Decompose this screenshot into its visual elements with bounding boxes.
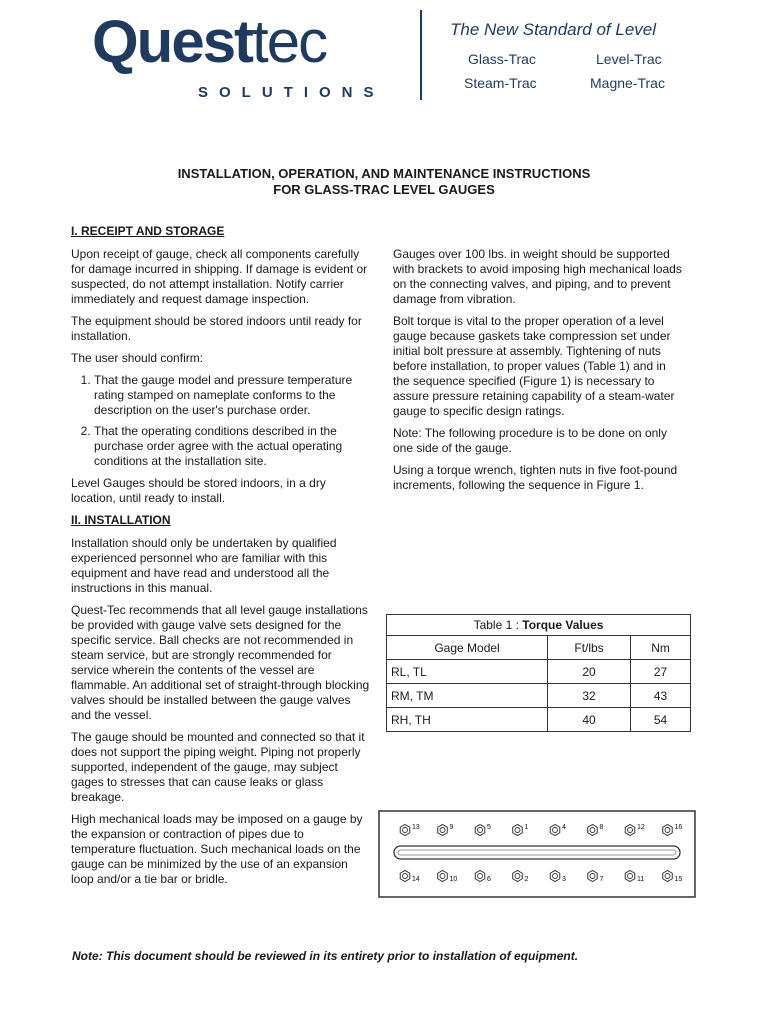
table-cell: 43 <box>631 684 691 708</box>
bolt-sequence-figure <box>378 810 696 898</box>
logo-subtitle: SOLUTIONS <box>198 84 385 101</box>
paragraph: Using a torque wrench, tighten nuts in five foot-pound increments, following the sequence in Figure 1. <box>393 463 678 492</box>
table-row <box>387 708 691 732</box>
title-line-2: FOR GLASS-TRAC LEVEL GAUGES <box>273 182 495 197</box>
paragraph: Bolt torque is vital to the proper operation of a level gauge because gaskets take compression set under initial bolt pressure at assembly. Tightening of nuts before installation, to proper values (Table 1) and in the sequence specified (Figure 1) is necessary to assure pressure retaining capability of a steam-water gauge to specific design ratings. <box>393 314 675 418</box>
bolt-sequence-number: 15 <box>674 876 683 883</box>
footer-note: Note: This document should be reviewed in its entirety prior to installation of equipment. <box>72 949 579 963</box>
table-row <box>387 684 691 708</box>
bolt-sequence-number: 11 <box>637 876 645 883</box>
bolt-sequence-number: 14 <box>412 876 420 883</box>
bolt-sequence-number: 12 <box>637 824 645 831</box>
table-cell: 27 <box>631 660 691 684</box>
table-cell: 32 <box>548 684 631 708</box>
column-header: Ft/lbs <box>548 636 631 660</box>
paragraph: High mechanical loads may be imposed on a gauge by the expansion or contraction of pipes due to temperature fluctuation. Such mechanical loads on the gauge can be minimized by the use of an expansion loop and/or a tie bar or bridle. <box>71 812 363 886</box>
product-steam-trac: Steam-Trac <box>464 75 537 91</box>
column-header: Gage Model <box>387 636 548 660</box>
table-row <box>387 660 691 684</box>
paragraph: Gauges over 100 lbs. in weight should be supported with brackets to avoid imposing high mechanical loads on the connecting valves, and piping, and to prevent damage from vibration. <box>393 247 682 306</box>
title-line-1: INSTALLATION, OPERATION, AND MAINTENANCE INSTRUCTIONS <box>177 166 591 181</box>
torque-table <box>386 614 691 732</box>
table-cell: RL, TL <box>387 660 548 684</box>
table-header-row <box>387 636 691 660</box>
bolt-sequence-number: 8 <box>599 824 604 831</box>
paragraph: Level Gauges should be stored indoors, in a dry location, until ready to install. <box>71 476 326 505</box>
paragraph: The equipment should be stored indoors until ready for installation. <box>71 314 362 343</box>
paragraph: Note: The following procedure is to be done on only one side of the gauge. <box>393 426 667 455</box>
table-caption: Table 1 : Torque Values <box>386 614 691 635</box>
bolt-sequence-number: 9 <box>449 824 454 831</box>
document-title <box>0 166 768 198</box>
table-cell: 20 <box>548 660 631 684</box>
paragraph: Installation should only be undertaken by qualified experienced personnel who are familiar with this equipment and have read and understood all the instructions in this manual. <box>71 536 337 595</box>
product-level-trac: Level-Trac <box>596 51 662 67</box>
bolt-sequence-number: 16 <box>674 824 683 831</box>
header-divider <box>420 10 422 100</box>
bolt-sequence-number: 13 <box>412 824 420 831</box>
bolt-sequence-number: 7 <box>599 876 604 883</box>
section-heading-receipt: I. RECEIPT AND STORAGE <box>71 224 225 238</box>
product-magne-trac: Magne-Trac <box>590 75 665 91</box>
bolt-sequence-number: 2 <box>524 876 529 883</box>
table-cell: 54 <box>631 708 691 732</box>
left-column <box>71 224 371 894</box>
section-heading-installation: II. INSTALLATION <box>71 513 171 527</box>
list-item: 2. That the operating conditions described in the purchase order agree with the actual operating conditions at the installation site. <box>94 424 371 469</box>
bolt-sequence-number: 1 <box>524 824 529 831</box>
product-glass-trac: Glass-Trac <box>468 51 536 67</box>
paragraph: The user should confirm: <box>71 351 204 365</box>
table-cell: RM, TM <box>387 684 548 708</box>
logo-wordmark: Questtec <box>92 8 327 75</box>
bolt-sequence-number: 6 <box>487 876 491 883</box>
bolt-sequence-number: 5 <box>487 824 491 831</box>
paragraph: The gauge should be mounted and connected so that it does not support the piping weight. Piping not properly supported, independent of the gauge, may subject gages to stresses that can cause leaks or glass breakage. <box>71 730 365 804</box>
list-item: 1. That the gauge model and pressure temperature rating stamped on nameplate conforms to the description on the user's purchase order. <box>94 373 371 418</box>
glass-window <box>394 846 680 859</box>
table-cell: 40 <box>548 708 631 732</box>
bolt-sequence-number: 3 <box>562 876 566 883</box>
right-column <box>393 247 685 500</box>
column-header: Nm <box>631 636 691 660</box>
paragraph: Upon receipt of gauge, check all components carefully for damage incurred in shipping. If damage is evident or suspected, do not attempt installation. Notify carrier immediately and request damage inspection. <box>71 247 368 306</box>
company-logo <box>92 10 402 100</box>
tagline: The New Standard of Level <box>450 20 657 39</box>
table-cell: RH, TH <box>387 708 548 732</box>
confirm-list <box>71 373 371 469</box>
bolt-sequence-number: 10 <box>449 876 458 883</box>
paragraph: Quest-Tec recommends that all level gauge installations be provided with gauge valve sets designed for the specific service. Ball checks are not recommended in steam service, but are strongly recommended for service wherein the contents of the vessel are flammable. An additional set of straight-through blocking valves should be installed between the gauge valves and the vessel. <box>71 603 370 722</box>
bolt-sequence-number: 4 <box>562 824 566 831</box>
